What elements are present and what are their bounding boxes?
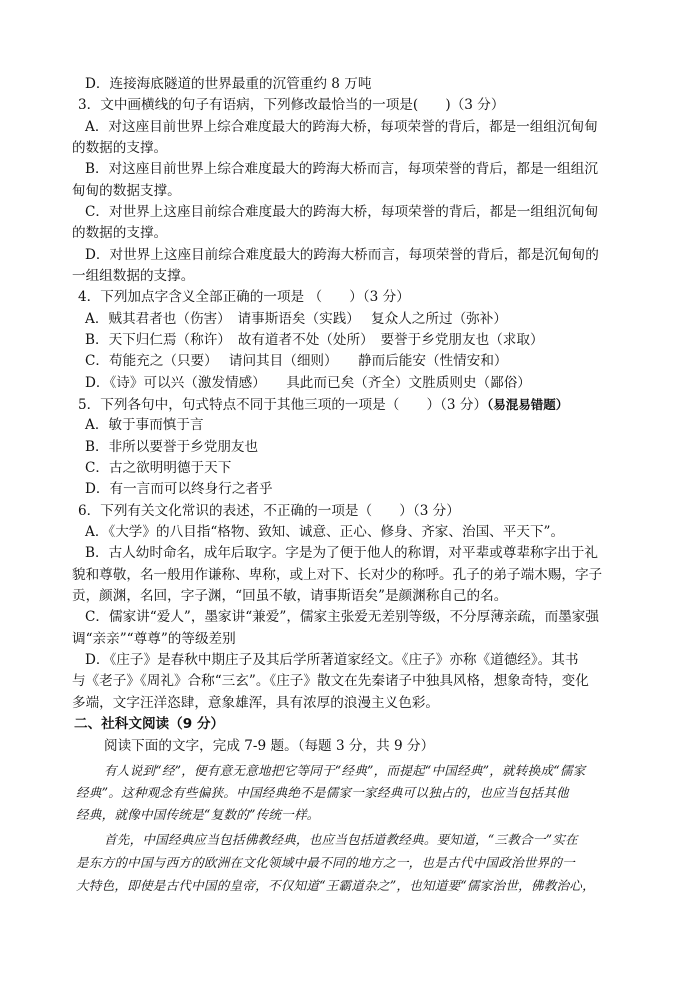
q3-option-a-cont: 的数据的支撑。 [72, 140, 168, 156]
q6-option-b: B．古人幼时命名，成年后取字。字是为了便于他人的称谓，对平辈或尊辈称字出于礼 [85, 545, 598, 561]
q6-option-d: D．《庄子》是春秋中期庄子及其后学所著道家经文。《庄子》亦称《道德经》。其书 [85, 652, 579, 668]
question-5-text: 5．下列各句中，句式特点不同于其他三项的一项是（ ）（3 分） [78, 397, 488, 413]
q4-option-c: C．苟能充之（只要） 请问其目（细则） 静而后能安（性情安和） [85, 353, 508, 369]
q4-option-b: B．天下归仁焉（称许） 故有道者不处（处所） 要誉于乡党朋友也（求取） [85, 332, 544, 348]
q4-option-d: D．《诗》可以兴（激发情感） 具此而已矣（齐全）文胜质则史（鄙俗） [85, 375, 531, 391]
q6-option-b-cont2: 贡，颜渊，名回，字子渊，“回虽不敏，请事斯语矣”是颜渊称自己的名。 [72, 588, 508, 604]
q3-option-b-cont: 甸甸的数据支撑。 [72, 183, 181, 199]
q3-option-c-cont: 的数据的支撑。 [72, 225, 168, 241]
passage-line: 经典”。这种观念有些偏狭。中国经典绝不是儒家一家经典可以独占的，也应当包括其他 [76, 785, 569, 800]
option-3d-prev: D．连接海底隧道的世界最重的沉管重约 8 万吨 [85, 76, 372, 92]
passage-line: 是东方的中国与西方的欧洲在文化领域中最不同的地方之一，也是古代中国政治世界的一 [76, 855, 575, 870]
q3-option-d: D．对世界上这座目前综合难度最大的跨海大桥而言，每项荣誉的背后，都是沉甸甸的 [85, 247, 599, 263]
reading-instruction: 阅读下面的文字，完成 7-9 题。（每题 3 分，共 9 分） [104, 738, 435, 754]
q6-option-c-cont: 调“亲亲”“尊尊”的等级差别 [72, 631, 236, 647]
passage-line: 大特色，即使是古代中国的皇帝，不仅知道“王霸道杂之”，也知道要“儒家治世，佛教治心， [76, 878, 595, 893]
q6-option-d-cont1: 与《老子》《周礼》合称“三玄”。《庄子》散文在先秦诸子中独具风格，想象奇特，变化 [72, 673, 589, 689]
q4-option-a: A．贼其君者也（伤害） 请事斯语矣（实践） 复众人之所过（弥补） [85, 311, 507, 327]
question-4: 4．下列加点字含义全部正确的一项是 （ ）（3 分） [78, 289, 410, 305]
q5-option-a: A．敏于事而慎于言 [85, 417, 204, 433]
q5-option-c: C．古之欲明明德于天下 [85, 460, 232, 476]
q6-option-a: A．《大学》的八目指“格物、致知、诚意、正心、修身、齐家、治国、平天下”。 [85, 524, 565, 540]
q6-option-c: C．儒家讲“爱人”，墨家讲“兼爱”，儒家主张爱无差别等级，不分厚薄亲疏，而墨家强 [85, 609, 599, 625]
question-6: 6．下列有关文化常识的表述，不正确的一项是（ ）（3 分） [78, 503, 460, 519]
passage-line: 经典，就像中国传统是“复数的”传统一样。 [76, 807, 320, 822]
q5-option-d: D．有一言而可以终身行之者乎 [85, 481, 273, 497]
q3-option-a: A．对这座目前世界上综合难度最大的跨海大桥，每项荣誉的背后，都是一组组沉甸甸 [85, 119, 598, 135]
passage-line: 首先，中国经典应当包括佛教经典，也应当包括道教经典。要知道，“三教合一”实在 [104, 832, 578, 847]
question-5-tag: （易混易错题） [487, 397, 569, 412]
question-5 [78, 394, 648, 416]
q6-option-b-cont1: 貌和尊敬，名一般用作谦称、卑称，或上对下、长对少的称呼。孔子的弟子端木赐，字子 [72, 567, 603, 583]
q3-option-d-cont: 一组组数据的支撑。 [72, 268, 195, 284]
q5-option-b: B．非所以要誉于乡党朋友也 [85, 439, 259, 455]
passage-line: 有人说到“经”，便有意无意地把它等同于“经典”，而提起“中国经典”，就转换成“儒家 [104, 763, 586, 778]
section-heading: 二、社科文阅读（9 分） [74, 716, 225, 732]
question-3: 3．文中画横线的句子有语病，下列修改最恰当的一项是( )（3 分） [78, 97, 505, 113]
q6-option-d-cont2: 多端，文字汪洋恣肆，意象雄浑，具有浓厚的浪漫主义色彩。 [72, 695, 440, 711]
q3-option-c: C．对世界上这座目前综合难度最大的跨海大桥，每项荣誉的背后，都是一组组沉甸甸 [85, 204, 599, 220]
q3-option-b: B．对这座目前世界上综合难度最大的跨海大桥而言，每项荣誉的背后，都是一组组沉 [85, 161, 598, 177]
